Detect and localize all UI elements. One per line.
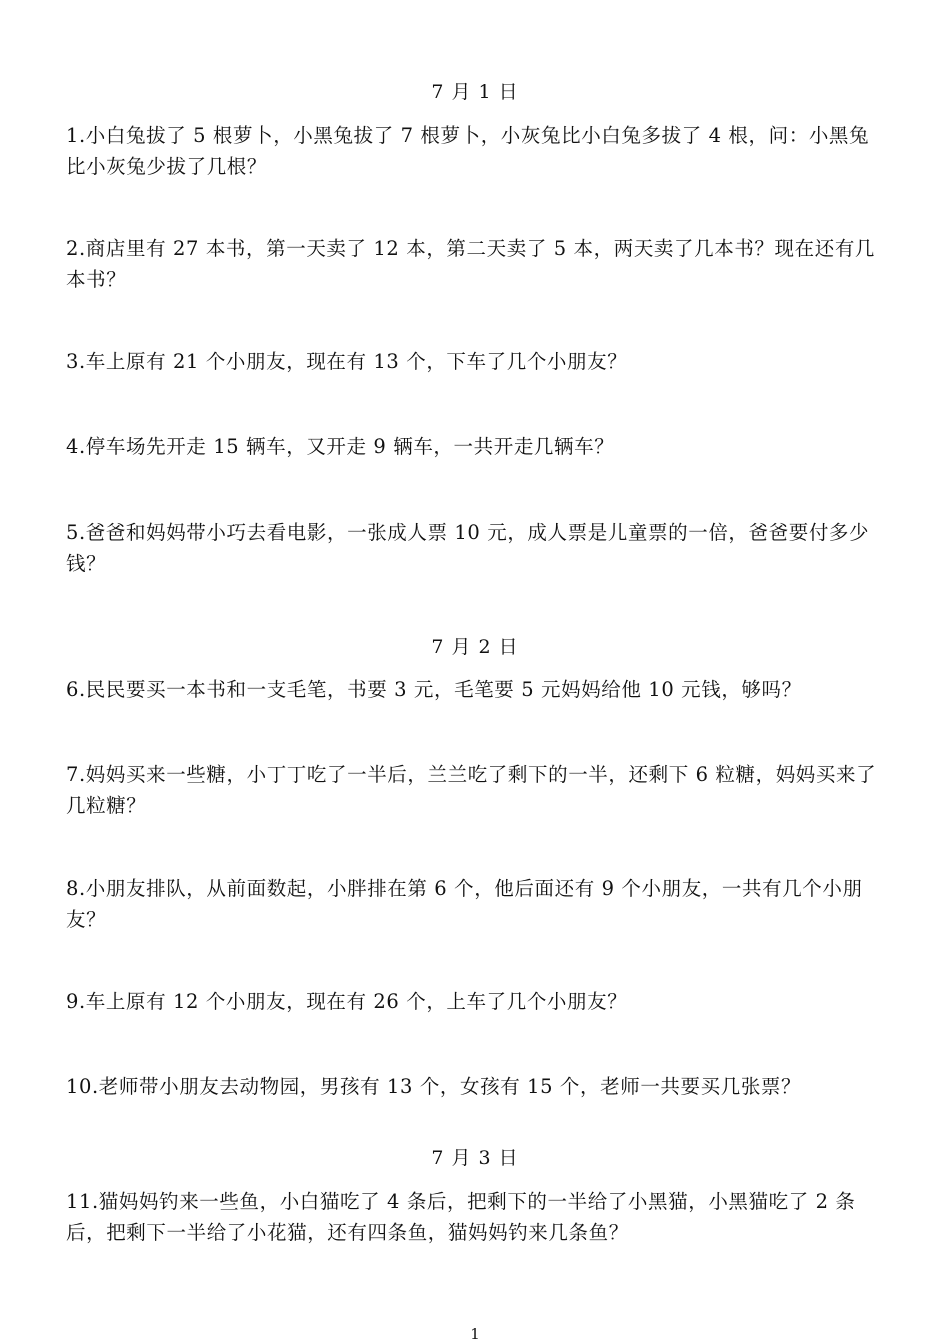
problem-7: 7.妈妈买来一些糖，小丁丁吃了一半后，兰兰吃了剩下的一半，还剩下 6 粒糖，妈妈买来了几粒糖？ [66, 763, 877, 817]
problem-9: 9.车上原有 12 个小朋友，现在有 26 个，上车了几个小朋友？ [66, 990, 628, 1013]
problem-6: 6.民民要买一本书和一支毛笔，书要 3 元，毛笔要 5 元妈妈给他 10 元钱，够吗？ [66, 678, 802, 701]
date-heading-july-3: 7 月 3 日 [431, 1147, 519, 1169]
problem-4: 4.停车场先开走 15 辆车，又开走 9 辆车，一共开走几辆车？ [66, 435, 615, 458]
problem-2: 2.商店里有 27 本书，第一天卖了 12 本，第二天卖了 5 本，两天卖了几本书？现在还有几本书？ [66, 237, 876, 291]
date-heading-july-2: 7 月 2 日 [431, 636, 519, 658]
date-heading-july-1: 7 月 1 日 [431, 81, 519, 103]
problem-10: 10.老师带小朋友去动物园，男孩有 13 个，女孩有 15 个，老师一共要买几张票？ [66, 1075, 802, 1098]
problem-1: 1.小白兔拔了 5 根萝卜，小黑兔拔了 7 根萝卜，小灰兔比小白兔多拔了 4 根，问：小黑兔比小灰兔少拔了几根？ [66, 124, 870, 178]
problem-3: 3.车上原有 21 个小朋友，现在有 13 个，下车了几个小朋友？ [66, 350, 628, 373]
problem-5: 5.爸爸和妈妈带小巧去看电影，一张成人票 10 元，成人票是儿童票的一倍，爸爸要付多少钱？ [66, 521, 870, 575]
problem-11: 11.猫妈妈钓来一些鱼，小白猫吃了 4 条后，把剩下的一半给了小黑猫，小黑猫吃了 2 条后，把剩下一半给了小花猫，还有四条鱼，猫妈妈钓来几条鱼？ [66, 1190, 856, 1244]
problem-8: 8.小朋友排队，从前面数起，小胖排在第 6 个，他后面还有 9 个小朋友，一共有几个小朋友？ [66, 877, 863, 931]
page-number: 1 [470, 1325, 480, 1343]
